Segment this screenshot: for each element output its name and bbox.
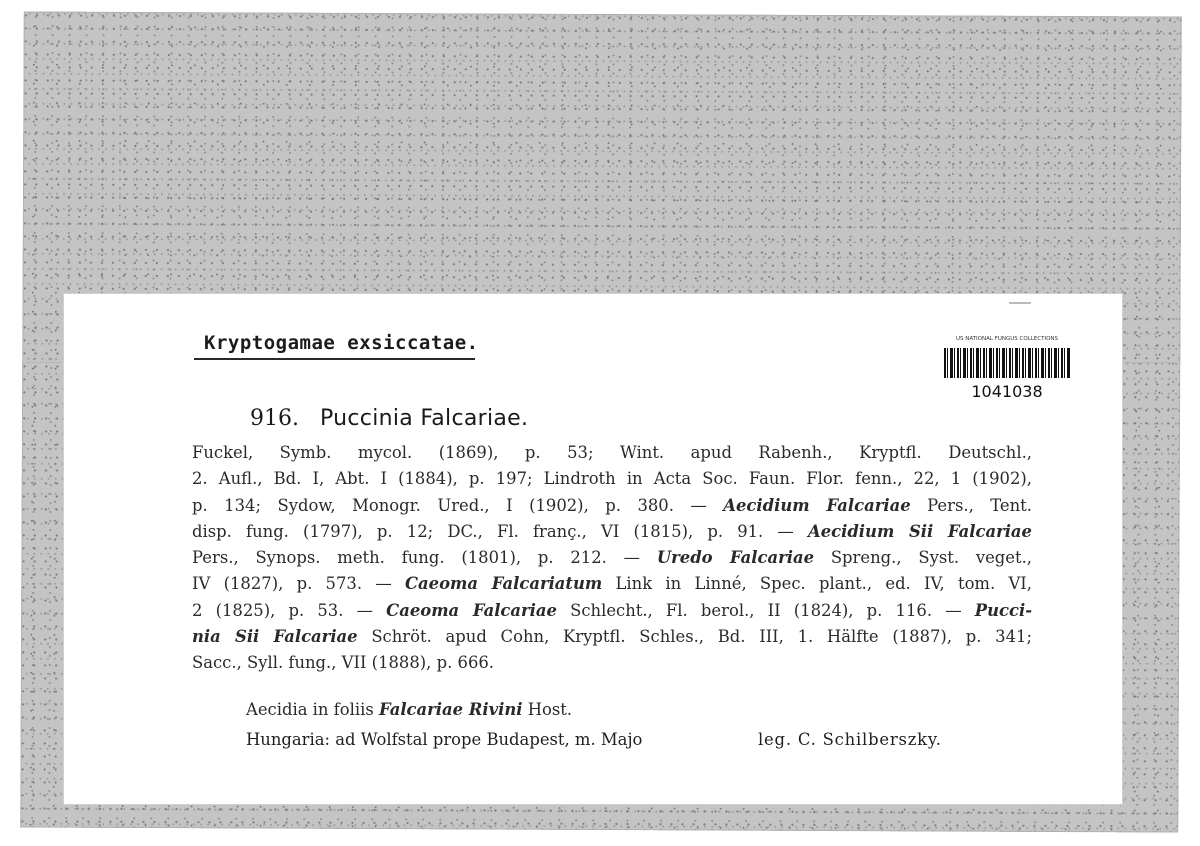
host-prefix: Aecidia in foliis xyxy=(246,700,379,719)
taxon-name: Caeoma Falcariatum xyxy=(405,574,603,594)
citation-line xyxy=(192,650,1032,676)
taxon-name: Aecidium Falcariae xyxy=(723,495,911,515)
citation-segment: Schlecht., Fl. berol., II (1824), p. 116. — xyxy=(556,600,975,620)
citation-segment: 2. Aufl., Bd. I, Abt. I (1884), p. 197; Lindroth in Acta Soc. Faun. Flor. fenn., 22, 1 (1902), xyxy=(192,469,1032,489)
citation-segment: disp. fung. (1797), p. 12; DC., Fl. franç., VI (1815), p. 91. — xyxy=(192,521,808,541)
host-line xyxy=(246,700,572,719)
taxon-name: nia Sii Falcariae xyxy=(192,627,358,647)
label-mark xyxy=(1009,302,1031,304)
citation-segment: Link in Linné, Spec. plant., ed. IV, tom. VI, xyxy=(602,574,1032,594)
host-suffix: Host. xyxy=(522,700,573,719)
taxon-name: Pucci- xyxy=(974,600,1032,620)
specimen-heading xyxy=(250,406,528,431)
citation-segment: Spreng., Syst. veget., xyxy=(814,548,1032,568)
locality-row xyxy=(246,730,1006,749)
citation-line xyxy=(192,545,1032,571)
citation-segment: Pers., Tent. xyxy=(910,495,1032,515)
citation-text xyxy=(192,440,1032,677)
barcode-number: 1041038 xyxy=(971,382,1043,401)
citation-segment: 2 (1825), p. 53. — xyxy=(192,600,387,620)
locality: Hungaria: ad Wolfstal prope Budapest, m. Majo xyxy=(246,730,643,749)
series-title-underline xyxy=(194,358,475,360)
collector: leg. C. Schilberszky. xyxy=(758,730,942,749)
series-title: Kryptogamae exsiccatae. xyxy=(204,332,479,354)
taxon-name: Aecidium Sii Falcariae xyxy=(807,521,1032,541)
citation-segment: Pers., Synops. meth. fung. (1801), p. 212. — xyxy=(192,548,657,568)
barcode-icon xyxy=(944,348,1070,378)
citation-line xyxy=(192,466,1032,492)
citation-segment: Schröt. apud Cohn, Kryptfl. Schles., Bd. III, 1. Hälfte (1887), p. 341; xyxy=(357,627,1032,647)
citation-line xyxy=(192,519,1032,545)
taxon-name: Caeoma Falcariae xyxy=(386,600,557,620)
citation-line xyxy=(192,598,1032,624)
citation-line xyxy=(192,571,1032,597)
citation-line xyxy=(192,493,1032,519)
citation-segment: IV (1827), p. 573. — xyxy=(192,574,405,594)
taxon-name: Uredo Falcariae xyxy=(656,548,815,568)
citation-segment: Sacc., Syll. fung., VII (1888), p. 666. xyxy=(192,653,495,673)
herbarium-label xyxy=(64,294,1122,804)
host-name: Falcariae Rivini xyxy=(378,700,523,719)
citation-line xyxy=(192,624,1032,650)
barcode-label xyxy=(930,332,1084,406)
specimen-name: Puccinia Falcariae. xyxy=(319,406,529,431)
barcode-institution: US NATIONAL FUNGUS COLLECTIONS xyxy=(955,336,1059,342)
citation-segment: p. 134; Sydow, Monogr. Ured., I (1902), p. 380. — xyxy=(192,495,724,515)
citation-segment: Fuckel, Symb. mycol. (1869), p. 53; Wint. apud Rabenh., Kryptfl. Deutschl., xyxy=(192,443,1032,462)
specimen-number: 916. xyxy=(250,406,299,431)
citation-line xyxy=(192,440,1032,466)
